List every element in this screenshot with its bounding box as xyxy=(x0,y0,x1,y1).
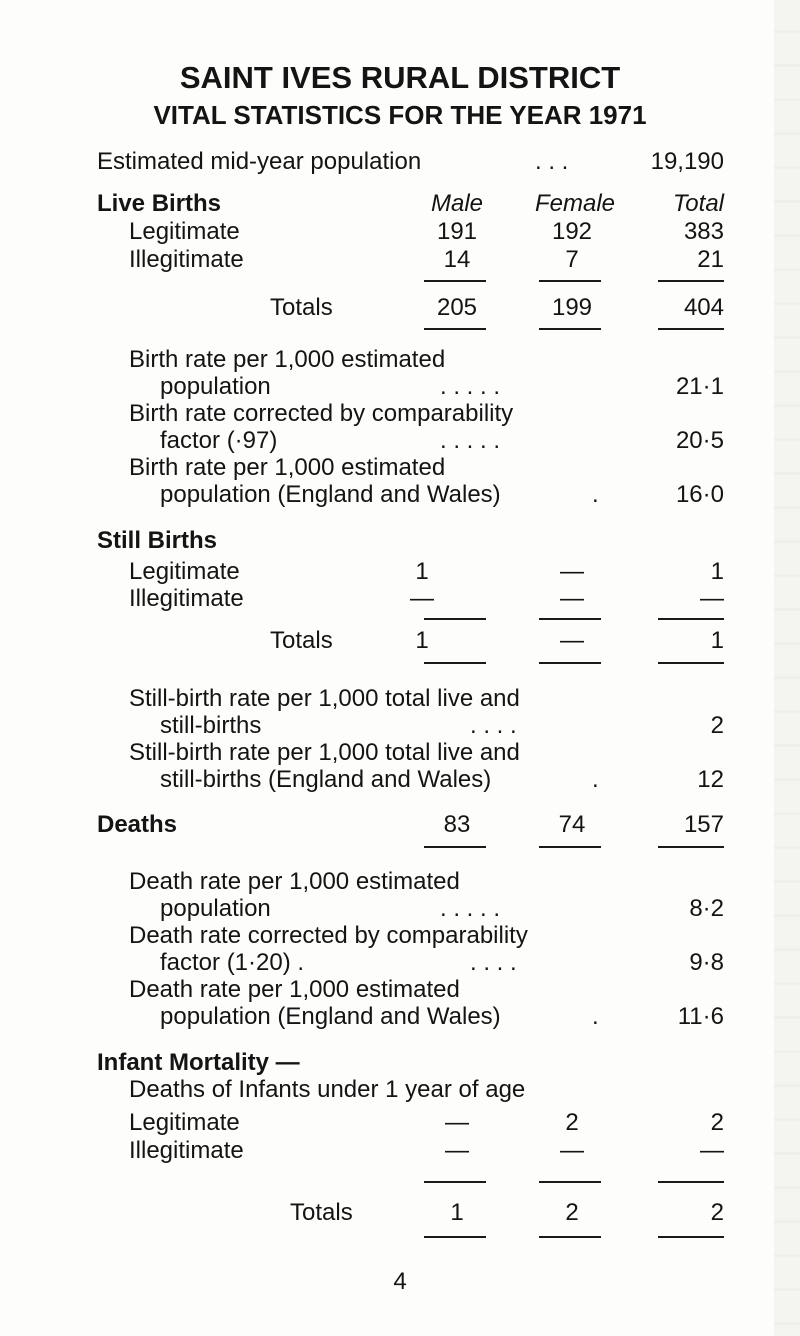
still-rate-1-value: 2 xyxy=(710,712,724,739)
rule xyxy=(658,618,724,620)
rule xyxy=(539,1236,601,1238)
rule xyxy=(539,328,601,330)
birth-rate-1-line1: Birth rate per 1,000 estimated xyxy=(129,346,446,373)
death-rate-1-value: 8·2 xyxy=(689,895,724,922)
infant-legit-male: — xyxy=(445,1109,469,1136)
rule xyxy=(539,1181,601,1183)
birth-rate-1-dots: . . . . . xyxy=(440,373,501,400)
still-illegit-total: — xyxy=(700,585,724,612)
still-legit-male: 1 xyxy=(415,558,429,585)
rule xyxy=(424,1181,486,1183)
still-rate-2-line1: Still-birth rate per 1,000 total live and xyxy=(129,739,520,766)
still-legit-total: 1 xyxy=(710,558,724,585)
rule xyxy=(658,328,724,330)
live-births-heading: Live Births xyxy=(97,190,222,217)
population-label: Estimated mid-year population xyxy=(97,148,422,175)
birth-rate-2-line1: Birth rate corrected by comparability xyxy=(129,400,514,427)
rule xyxy=(424,618,486,620)
infant-legit-label: Legitimate xyxy=(129,1109,240,1136)
still-legit-label: Legitimate xyxy=(129,558,240,585)
death-rate-1-dots: . . . . . xyxy=(440,895,501,922)
death-rate-2-line2: factor (1·20) . xyxy=(160,949,305,976)
still-births-heading: Still Births xyxy=(97,527,218,554)
col-header-total: Total xyxy=(672,190,724,217)
population-dots: . . . xyxy=(535,148,569,175)
infant-illegit-male: — xyxy=(445,1137,469,1164)
rule xyxy=(658,662,724,664)
death-rate-3-line1: Death rate per 1,000 estimated xyxy=(129,976,460,1003)
still-legit-female: — xyxy=(560,558,584,585)
birth-rate-3-line2: population (England and Wales) xyxy=(160,481,501,508)
birth-rate-3-line1: Birth rate per 1,000 estimated xyxy=(129,454,446,481)
birth-rate-1-line2: population xyxy=(160,373,271,400)
page-subtitle: VITAL STATISTICS FOR THE YEAR 1971 xyxy=(153,100,647,130)
birth-rate-2-line2: factor (·97) xyxy=(160,427,278,454)
infant-illegit-female: — xyxy=(560,1137,584,1164)
rule xyxy=(658,280,724,282)
population-value: 19,190 xyxy=(650,148,724,175)
infant-totals-female: 2 xyxy=(565,1199,579,1226)
deaths-heading: Deaths xyxy=(97,811,178,838)
death-rate-3-value: 11·6 xyxy=(677,1003,724,1030)
rule xyxy=(539,662,601,664)
live-legit-total: 383 xyxy=(683,218,724,245)
page-title: SAINT IVES RURAL DISTRICT xyxy=(179,60,621,95)
page-number: 4 xyxy=(393,1268,407,1295)
still-totals-male: 1 xyxy=(415,627,429,654)
still-rate-2-line2: still-births (England and Wales) xyxy=(160,766,492,793)
rule xyxy=(539,280,601,282)
live-legit-male: 191 xyxy=(436,218,478,245)
still-totals-total: 1 xyxy=(710,627,724,654)
live-totals-total: 404 xyxy=(683,294,724,321)
live-legit-female: 192 xyxy=(551,218,593,245)
infant-totals-label: Totals xyxy=(290,1199,353,1226)
still-rate-2-dots: . xyxy=(592,766,599,793)
death-rate-2-dots: . . . . xyxy=(470,949,517,976)
still-rate-2-value: 12 xyxy=(697,766,724,793)
infant-legit-female: 2 xyxy=(565,1109,579,1136)
still-illegit-female: — xyxy=(560,585,584,612)
birth-rate-1-value: 21·1 xyxy=(675,373,724,400)
rule xyxy=(424,328,486,330)
rule xyxy=(658,1181,724,1183)
col-header-female: Female xyxy=(535,190,616,217)
still-rate-1-line1: Still-birth rate per 1,000 total live and xyxy=(129,685,520,712)
death-rate-2-line1: Death rate corrected by comparability xyxy=(129,922,528,949)
birth-rate-2-value: 20·5 xyxy=(675,427,724,454)
rule xyxy=(658,1236,724,1238)
deaths-male: 83 xyxy=(443,811,471,838)
col-header-male: Male xyxy=(430,190,484,217)
live-illegit-female: 7 xyxy=(565,246,579,273)
death-rate-1-line1: Death rate per 1,000 estimated xyxy=(129,868,460,895)
rule xyxy=(424,662,486,664)
death-rate-3-dots: . xyxy=(592,1003,599,1030)
infant-illegit-total: — xyxy=(700,1137,724,1164)
still-rate-1-dots: . . . . xyxy=(470,712,517,739)
still-totals-female: — xyxy=(560,627,584,654)
infant-totals-total: 2 xyxy=(710,1199,724,1226)
rule xyxy=(658,846,724,848)
infant-mortality-heading: Infant Mortality — xyxy=(97,1049,300,1076)
deaths-total: 157 xyxy=(683,811,724,838)
rule xyxy=(539,846,601,848)
live-totals-label: Totals xyxy=(270,294,333,321)
infant-illegit-label: Illegitimate xyxy=(129,1137,244,1164)
rule xyxy=(539,618,601,620)
rule xyxy=(424,1236,486,1238)
infant-totals-male: 1 xyxy=(450,1199,464,1226)
live-totals-male: 205 xyxy=(436,294,478,321)
still-illegit-label: Illegitimate xyxy=(129,585,244,612)
birth-rate-3-dots: . xyxy=(592,481,599,508)
birth-rate-2-dots: . . . . . xyxy=(440,427,501,454)
live-illegit-label: Illegitimate xyxy=(129,246,244,273)
death-rate-2-value: 9·8 xyxy=(689,949,724,976)
live-illegit-total: 21 xyxy=(697,246,724,273)
live-legit-label: Legitimate xyxy=(129,218,240,245)
live-illegit-male: 14 xyxy=(443,246,471,273)
birth-rate-3-value: 16·0 xyxy=(675,481,724,508)
deaths-female: 74 xyxy=(558,811,586,838)
death-rate-1-line2: population xyxy=(160,895,271,922)
rule xyxy=(424,280,486,282)
live-totals-female: 199 xyxy=(551,294,593,321)
still-illegit-male: — xyxy=(410,585,434,612)
still-rate-1-line2: still-births xyxy=(160,712,262,739)
infant-legit-total: 2 xyxy=(710,1109,724,1136)
death-rate-3-line2: population (England and Wales) xyxy=(160,1003,501,1030)
still-totals-label: Totals xyxy=(270,627,333,654)
page-edge-artifact xyxy=(774,0,800,1336)
rule xyxy=(424,846,486,848)
infant-mortality-subheading: Deaths of Infants under 1 year of age xyxy=(129,1076,526,1103)
